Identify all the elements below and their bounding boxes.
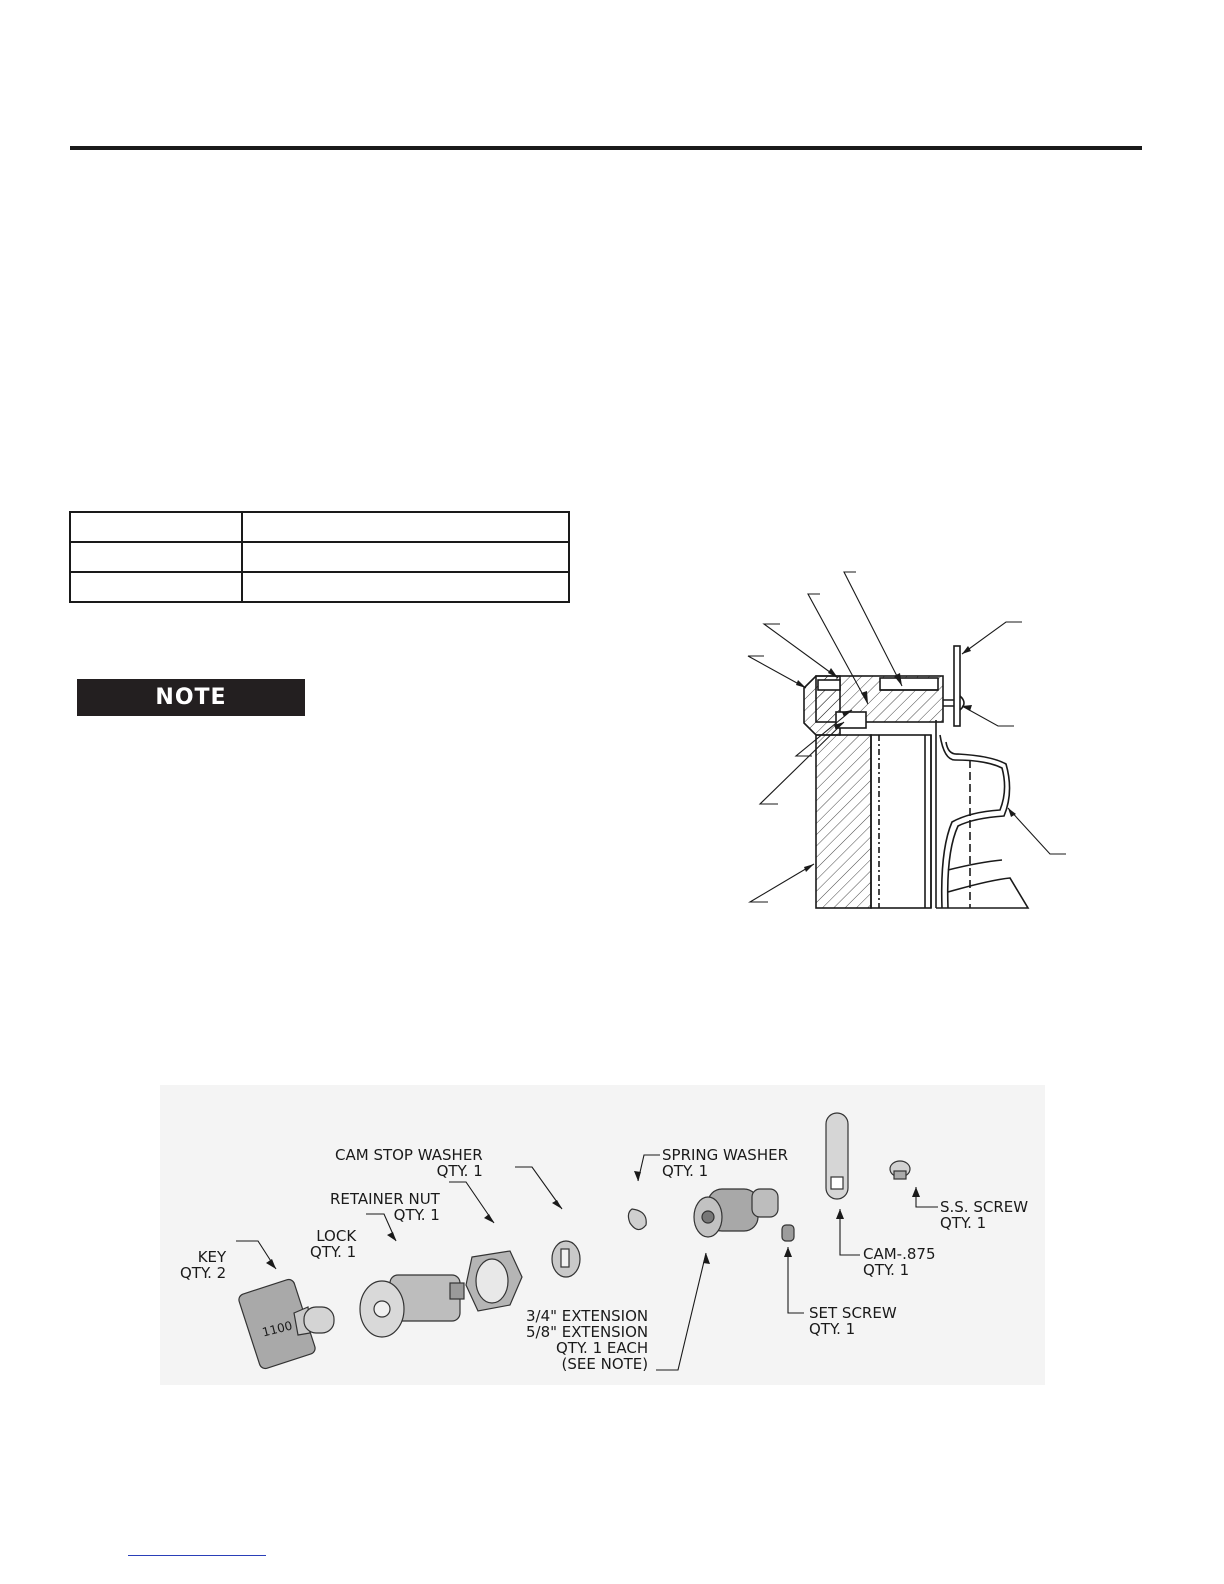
spec-table	[69, 511, 570, 603]
part-name: CAM-.875	[863, 1245, 936, 1263]
table-row	[70, 512, 569, 542]
key-engraving: 1100	[260, 1318, 294, 1340]
exploded-parts-view	[160, 1085, 1045, 1385]
retainer-nut-icon	[466, 1251, 522, 1311]
part-qty: QTY. 1	[310, 1243, 357, 1261]
lock-icon	[360, 1275, 464, 1337]
leader-line	[750, 864, 814, 902]
part-name: SPRING WASHER	[662, 1146, 788, 1164]
table-row	[70, 542, 569, 572]
cam-plate	[954, 646, 960, 726]
table-cell	[242, 572, 569, 602]
leader-line	[656, 1253, 706, 1370]
footer-link-underline[interactable]	[128, 1555, 266, 1557]
part-name: S.S. SCREW	[940, 1198, 1029, 1216]
spring-washer-icon	[628, 1209, 646, 1230]
key-label	[180, 1249, 226, 1281]
part-qty: QTY. 1	[863, 1261, 910, 1279]
part-qty: QTY. 1	[393, 1206, 440, 1224]
set-screw-label	[809, 1305, 897, 1337]
part-name: 3/4" EXTENSION	[526, 1307, 649, 1325]
table-cell	[70, 542, 242, 572]
leader-line	[638, 1155, 660, 1181]
retainer-nut-label	[330, 1191, 440, 1223]
part-name: CAM STOP WASHER	[335, 1146, 483, 1164]
part-qty: QTY. 1 EACH	[555, 1339, 649, 1357]
part-qty: QTY. 1	[436, 1162, 483, 1180]
spring-washer-label	[662, 1147, 788, 1179]
leader-line	[844, 572, 902, 686]
housing-wall	[816, 735, 871, 908]
part-qty: QTY. 2	[180, 1264, 227, 1282]
table-cell	[242, 512, 569, 542]
header-rule	[70, 146, 1142, 150]
note-badge: NOTE	[77, 679, 305, 716]
extension-icon	[694, 1189, 778, 1237]
table-cell	[70, 512, 242, 542]
table-cell	[242, 542, 569, 572]
table-row	[70, 572, 569, 602]
extension-label	[526, 1308, 648, 1372]
leader-line	[840, 1209, 860, 1255]
part-name: LOCK	[316, 1227, 357, 1245]
bore	[871, 735, 931, 908]
set-screw-icon	[782, 1225, 794, 1241]
cam-stop-washer-icon	[552, 1241, 580, 1277]
part-name: KEY	[197, 1248, 227, 1266]
part-name: RETAINER NUT	[330, 1190, 440, 1208]
lock-label	[310, 1228, 356, 1260]
part-name: SET SCREW	[809, 1304, 897, 1322]
part-name: 5/8" EXTENSION	[526, 1323, 649, 1341]
part-qty: QTY. 1	[662, 1162, 709, 1180]
part-qty: QTY. 1	[809, 1320, 856, 1338]
lock-section-diagram	[740, 560, 1080, 920]
leader-line	[962, 622, 1022, 654]
cam-icon	[826, 1113, 848, 1199]
leader-line	[1008, 808, 1066, 854]
table-cell	[70, 572, 242, 602]
part-qty: QTY. 1	[940, 1214, 987, 1232]
part-note: (SEE NOTE)	[561, 1355, 649, 1373]
leader-line	[764, 624, 838, 678]
ss-screw-icon	[890, 1161, 910, 1179]
ss-screw-label	[940, 1199, 1028, 1231]
cam-stop-washer-label	[335, 1147, 483, 1179]
cam-label	[863, 1246, 936, 1278]
